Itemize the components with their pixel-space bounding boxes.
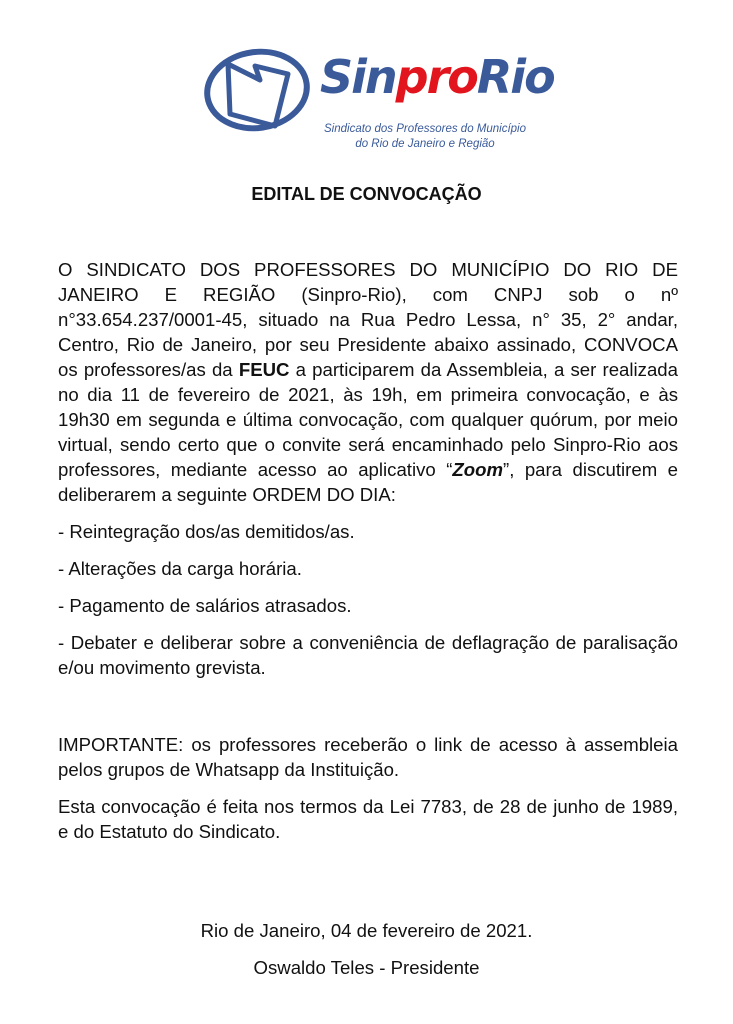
agenda-item: - Debater e deliberar sobre a conveniência de deflagração de paralisação e/ou movimento grevista. bbox=[58, 632, 678, 678]
legal-basis: Esta convocação é feita nos termos da Lei 7783, de 28 de junho de 1989, e do Estatuto do Sindicato. bbox=[58, 796, 678, 842]
document-title: EDITAL DE CONVOCAÇÃO bbox=[251, 184, 482, 204]
intro-paragraph: O SINDICATO DOS PROFESSORES DO MUNICÍPIO DO RIO DE JANEIRO E REGIÃO (Sinpro-Rio), com CNPJ sob o nº n°33.654.237/0001-45, situado na Rua Pedro Lessa, n° 35, 2° andar, Centro, Rio de Janeiro, por seu Presidente abaixo assinado, CONVOCA os professores/as da FEUC a participarem da Assembleia, a ser realizada no dia 11 de fevereiro de 2021, às 19h, em primeira convocação, e às 19h30 em segunda e última convocação, com qualquer quórum, por meio virtual, sendo certo que o convite será encaminhado pelo Sinpro-Rio aos professores, mediante acesso ao aplicativo “Zoom”, para discutirem e deliberarem a seguinte ORDEM DO DIA: bbox=[58, 259, 679, 505]
agenda-item: - Alterações da carga horária. bbox=[58, 558, 302, 579]
agenda-item: - Reintegração dos/as demitidos/as. bbox=[58, 521, 355, 542]
document-body bbox=[58, 257, 678, 856]
place-date: Rio de Janeiro, 04 de fevereiro de 2021. bbox=[200, 920, 533, 941]
brand-subtitle: Sindicato dos Professores do Município do Rio de Janeiro e Região bbox=[324, 123, 526, 150]
important-notice: IMPORTANTE: os professores receberão o link de acesso à assembleia pelos grupos de Whatsapp da Instituição. bbox=[58, 734, 678, 780]
agenda-item: - Pagamento de salários atrasados. bbox=[58, 595, 352, 616]
brand-name: SinproRio bbox=[320, 50, 554, 104]
signature: Oswaldo Teles - Presidente bbox=[253, 957, 480, 978]
